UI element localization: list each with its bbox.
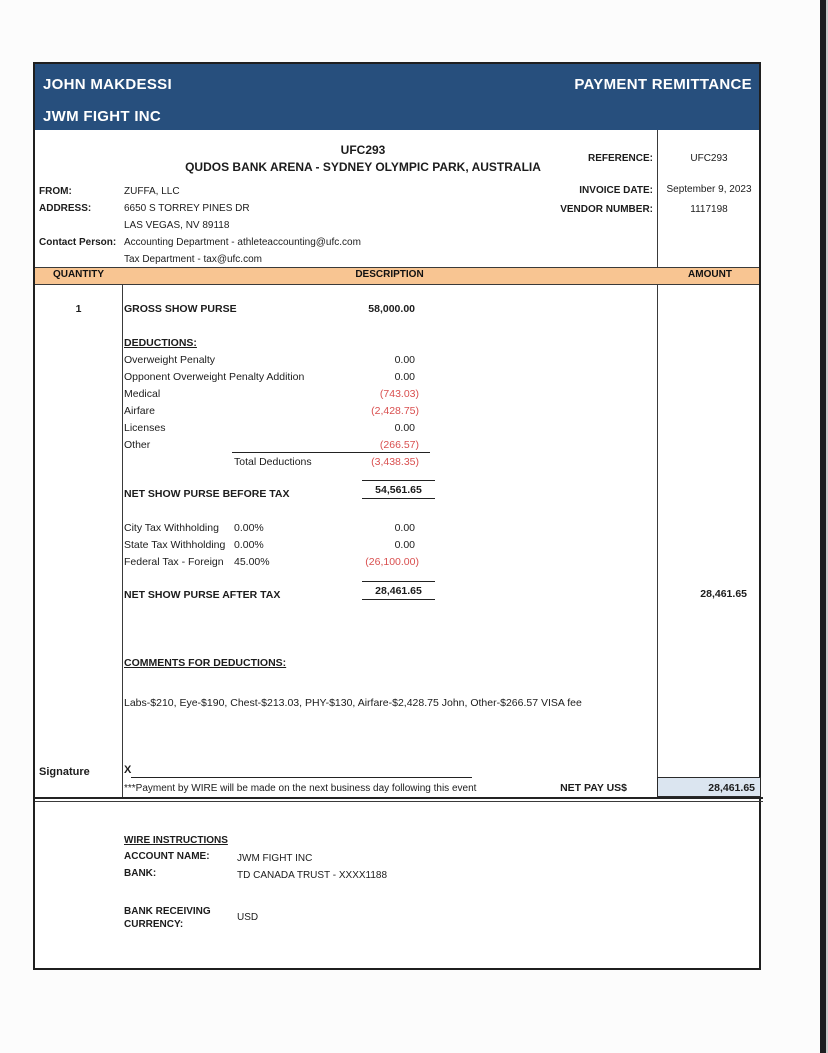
quantity-column-header: QUANTITY (52, 269, 105, 280)
quantity-column-divider (122, 268, 123, 797)
invoice-date-value: September 9, 2023 (666, 184, 752, 195)
tax-label: Federal Tax - Foreign (124, 556, 224, 568)
table-bottom-border (35, 797, 763, 799)
tax-rate: 45.00% (234, 556, 270, 568)
address-label: ADDRESS: (39, 203, 92, 214)
signature-x-mark: X (124, 764, 132, 776)
net-before-tax-value: 54,561.65 (362, 480, 435, 499)
remittance-document (33, 62, 761, 970)
signature-label: Signature (39, 766, 90, 778)
gross-quantity: 1 (75, 303, 82, 315)
vendor-number-label: VENDOR NUMBER: (560, 204, 653, 215)
address-line1: 6650 S TORREY PINES DR (124, 203, 250, 214)
gross-label: GROSS SHOW PURSE (124, 303, 237, 315)
gross-value: 58,000.00 (368, 303, 415, 315)
currency-label: BANK RECEIVING CURRENCY: (124, 906, 211, 930)
deduction-label: Other (124, 439, 151, 451)
deductions-sum-line (232, 452, 430, 453)
deduction-label: Airfare (124, 405, 155, 417)
header-band (35, 64, 759, 130)
tax-value: (26,100.00) (365, 556, 419, 568)
deduction-value: (743.03) (379, 388, 419, 400)
invoice-date-label: INVOICE DATE: (579, 185, 653, 196)
net-before-tax-label: NET SHOW PURSE BEFORE TAX (124, 488, 290, 500)
deduction-value: 0.00 (394, 354, 415, 366)
wire-box-top-border (35, 801, 763, 802)
comments-text: Labs-$210, Eye-$190, Chest-$213.03, PHY-$130, Airfare-$2,428.75 John, Other-$266.57 VISA fee (124, 697, 582, 709)
tax-label: City Tax Withholding (124, 522, 219, 534)
contact-line2: Tax Department - tax@ufc.com (124, 254, 262, 265)
tax-rate: 0.00% (234, 539, 264, 551)
amount-column-divider (657, 130, 658, 797)
payee-name: JOHN MAKDESSI (43, 76, 172, 93)
deduction-value: (266.57) (379, 439, 419, 451)
net-after-tax-amount-column: 28,461.65 (700, 588, 747, 600)
net-after-tax-value: 28,461.65 (362, 581, 435, 600)
vendor-number-value: 1117198 (690, 204, 728, 215)
deduction-value: 0.00 (394, 371, 415, 383)
comments-heading: COMMENTS FOR DEDUCTIONS: (124, 657, 287, 669)
deduction-label: Licenses (124, 422, 166, 434)
account-name-value: JWM FIGHT INC (237, 853, 313, 864)
contact-label: Contact Person: (39, 237, 117, 248)
signature-line (131, 777, 472, 778)
reference-value: UFC293 (690, 153, 728, 164)
from-label: FROM: (39, 186, 72, 197)
total-deductions-value: (3,438.35) (371, 456, 419, 468)
tax-value: 0.00 (394, 522, 415, 534)
table-header-row (35, 267, 759, 285)
wire-instructions-heading: WIRE INSTRUCTIONS (124, 835, 228, 846)
deduction-label: Medical (124, 388, 161, 400)
deduction-value: 0.00 (394, 422, 415, 434)
deduction-label: Overweight Penalty (124, 354, 216, 366)
amount-column-header: AMOUNT (688, 269, 732, 280)
description-column-header: DESCRIPTION (355, 269, 424, 280)
tax-rate: 0.00% (234, 522, 264, 534)
tax-value: 0.00 (394, 539, 415, 551)
net-after-tax-label: NET SHOW PURSE AFTER TAX (124, 589, 281, 601)
reference-label: REFERENCE: (587, 153, 653, 164)
event-venue: QUDOS BANK ARENA - SYDNEY OLYMPIC PARK, AUSTRALIA (185, 160, 541, 174)
account-name-label: ACCOUNT NAME: (124, 851, 210, 862)
deduction-value: (2,428.75) (371, 405, 419, 417)
address-line2: LAS VEGAS, NV 89118 (124, 220, 230, 231)
currency-value: USD (237, 912, 259, 923)
deductions-heading: DEDUCTIONS: (124, 337, 197, 349)
net-pay-label: NET PAY US$ (560, 782, 627, 794)
net-pay-value-cell: 28,461.65 (657, 777, 761, 797)
tax-label: State Tax Withholding (124, 539, 226, 551)
bank-value: TD CANADA TRUST - XXXX1188 (237, 870, 388, 881)
contact-line1: Accounting Department - athleteaccounting@ufc.com (124, 237, 361, 248)
payee-company: JWM FIGHT INC (43, 108, 162, 125)
deduction-label: Opponent Overweight Penalty Addition (124, 371, 305, 383)
wire-payment-note: ***Payment by WIRE will be made on the next business day following this event (124, 783, 477, 794)
bank-label: BANK: (124, 868, 157, 879)
document-title: PAYMENT REMITTANCE (574, 76, 752, 93)
from-value: ZUFFA, LLC (124, 186, 180, 197)
event-code: UFC293 (340, 143, 386, 157)
total-deductions-label: Total Deductions (234, 456, 312, 468)
